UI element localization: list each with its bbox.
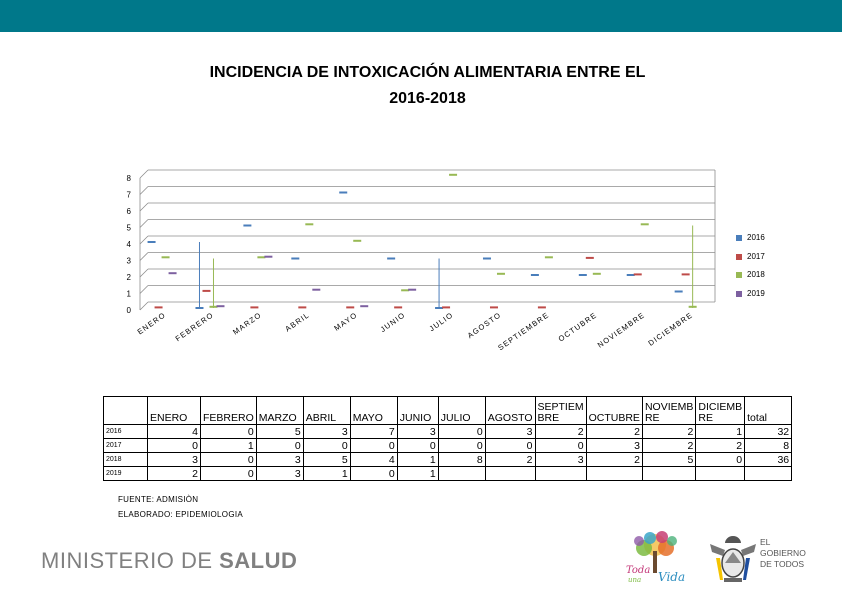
- table-cell: 3: [586, 439, 642, 453]
- x-tick-label: MAYO: [332, 310, 360, 333]
- title-line-2: 2016-2018: [389, 90, 466, 107]
- table-row-label: 2019: [104, 467, 148, 481]
- table-cell: 0: [201, 467, 257, 481]
- series-layer: [148, 175, 697, 308]
- table-cell: 0: [397, 439, 438, 453]
- table-cell: 7: [350, 425, 397, 439]
- table-row: [104, 467, 792, 481]
- table-cell: 0: [201, 453, 257, 467]
- table-cell: 2: [696, 439, 745, 453]
- sources-note: [118, 492, 243, 522]
- table-cell: [438, 467, 485, 481]
- top-banner: [0, 0, 842, 32]
- y-tick-label: 1: [126, 289, 131, 299]
- ecuador-coat-of-arms-icon: [706, 532, 760, 586]
- x-tick-label: NOVIEMBRE: [595, 310, 647, 350]
- table-row: [104, 439, 792, 453]
- table-cell: 36: [745, 453, 792, 467]
- table-cell: 3: [485, 425, 535, 439]
- table-cell: [696, 467, 745, 481]
- table-cell: 3: [148, 453, 201, 467]
- table-cell: 0: [256, 439, 303, 453]
- x-tick-label: OCTUBRE: [556, 310, 599, 344]
- table-row: [104, 453, 792, 467]
- table-cell: [642, 467, 695, 481]
- ministry-logo: [41, 548, 297, 574]
- table-header-cell: SEPTIEM BRE: [535, 397, 586, 425]
- table-cell: 5: [303, 453, 350, 467]
- table-cell: 1: [303, 467, 350, 481]
- table-cell: 0: [535, 439, 586, 453]
- gridline: [140, 220, 148, 228]
- legend-item-2016: [736, 233, 796, 252]
- table-cell: 3: [535, 453, 586, 467]
- table-header-cell: total: [745, 397, 792, 425]
- table-cell: [745, 467, 792, 481]
- table-cell: 1: [201, 439, 257, 453]
- x-axis: [136, 310, 695, 352]
- table-row-label: 2017: [104, 439, 148, 453]
- table-cell: 32: [745, 425, 792, 439]
- table-cell: 8: [438, 453, 485, 467]
- table-cell: 2: [148, 467, 201, 481]
- x-tick-label: ABRIL: [283, 310, 312, 334]
- ministry-text-light: MINISTERIO DE: [41, 548, 220, 573]
- y-tick-label: 2: [126, 273, 131, 282]
- table-header-row: [104, 397, 792, 425]
- legend-label: 2016: [747, 233, 765, 242]
- toda-una-vida-logo: [622, 529, 688, 587]
- gridline: [140, 203, 148, 211]
- gridline: [140, 286, 148, 294]
- table-header-cell: ABRIL: [303, 397, 350, 425]
- table-cell: 0: [696, 453, 745, 467]
- data-table: [103, 396, 792, 481]
- table-row: [104, 425, 792, 439]
- chart-legend: [736, 233, 796, 307]
- table-cell: 5: [256, 425, 303, 439]
- x-tick-label: ENERO: [135, 310, 168, 337]
- series-2017: [155, 258, 690, 308]
- table-header-cell: DICIEMB RE: [696, 397, 745, 425]
- table-cell: [586, 467, 642, 481]
- table-header-cell: JULIO: [438, 397, 485, 425]
- table-cell: 3: [303, 425, 350, 439]
- table-cell: 1: [696, 425, 745, 439]
- table-cell: 5: [642, 453, 695, 467]
- table-row-label: 2016: [104, 425, 148, 439]
- legend-label: 2017: [747, 251, 765, 261]
- y-tick-label: 5: [126, 223, 131, 233]
- gobierno-de-todos-logo: [760, 537, 806, 570]
- series-2018: [162, 175, 697, 307]
- table-header-cell: AGOSTO: [485, 397, 535, 425]
- table-cell: 2: [586, 453, 642, 467]
- table-cell: 1: [397, 453, 438, 467]
- table-cell: 0: [485, 439, 535, 453]
- table-header-cell: MARZO: [256, 397, 303, 425]
- gov-text-line: GOBIERNO: [760, 548, 806, 558]
- ministry-text-bold: SALUD: [219, 548, 298, 573]
- table-header-cell: FEBRERO: [201, 397, 257, 425]
- x-tick-label: MARZO: [231, 310, 264, 337]
- table-corner-cell: [104, 397, 148, 425]
- legend-swatch: [736, 272, 742, 278]
- table-body: [104, 425, 792, 481]
- svg-text:una: una: [628, 576, 642, 584]
- x-tick-label: DICIEMBRE: [646, 310, 695, 348]
- incidence-line-chart: [120, 168, 780, 364]
- legend-item-2018: [736, 270, 796, 289]
- table-header-cell: OCTUBRE: [586, 397, 642, 425]
- table-cell: 0: [201, 425, 257, 439]
- table-cell: 2: [535, 425, 586, 439]
- y-tick-label: 4: [126, 240, 131, 249]
- table-cell: 0: [350, 439, 397, 453]
- legend-item-2019: [736, 289, 796, 308]
- table-cell: [535, 467, 586, 481]
- chart-gridlines: [140, 170, 715, 310]
- gridline: [140, 187, 148, 195]
- table-cell: 8: [745, 439, 792, 453]
- table-cell: 3: [256, 453, 303, 467]
- table-cell: 2: [586, 425, 642, 439]
- source-line: FUENTE: ADMISIÒN: [118, 495, 199, 504]
- y-tick-label: 8: [126, 174, 131, 183]
- legend-swatch: [736, 235, 742, 241]
- table-cell: [485, 467, 535, 481]
- y-tick-label: 3: [126, 256, 131, 266]
- svg-text:Vida: Vida: [658, 570, 686, 584]
- table-cell: 3: [397, 425, 438, 439]
- title-line-1: INCIDENCIA DE INTOXICACIÓN ALIMENTARIA ENTRE EL: [209, 64, 646, 81]
- table-header-cell: ENERO: [148, 397, 201, 425]
- table-cell: 2: [642, 439, 695, 453]
- gridline: [140, 170, 148, 178]
- series-2019: [169, 257, 417, 307]
- table-header-cell: NOVIEMB RE: [642, 397, 695, 425]
- x-tick-label: JUNIO: [378, 310, 408, 334]
- elaborated-line: ELABORADO: EPIDEMIOLOGIA: [118, 510, 244, 519]
- table-cell: 0: [438, 439, 485, 453]
- y-tick-label: 0: [126, 306, 131, 315]
- svg-text:Toda: Toda: [626, 565, 651, 576]
- table-cell: 2: [485, 453, 535, 467]
- legend-label: 2018: [747, 270, 765, 279]
- table-cell: 1: [397, 467, 438, 481]
- table-cell: 0: [148, 439, 201, 453]
- x-tick-label: SEPTIEMBRE: [496, 310, 551, 353]
- table-cell: 0: [438, 425, 485, 439]
- slide-title: [150, 60, 705, 112]
- table-row-label: 2018: [104, 453, 148, 467]
- table-cell: 3: [256, 467, 303, 481]
- table-cell: 4: [350, 453, 397, 467]
- legend-label: 2019: [747, 288, 765, 298]
- table-header-cell: JUNIO: [397, 397, 438, 425]
- y-tick-label: 7: [126, 190, 131, 200]
- x-tick-label: JULIO: [427, 310, 456, 334]
- y-tick-label: 6: [126, 207, 131, 216]
- gridline: [140, 236, 148, 244]
- gov-text-line: DE TODOS: [760, 559, 805, 569]
- table-cell: 2: [642, 425, 695, 439]
- legend-item-2017: [736, 252, 796, 271]
- table-cell: 4: [148, 425, 201, 439]
- legend-swatch: [736, 291, 742, 297]
- table-cell: 0: [350, 467, 397, 481]
- table-cell: 0: [303, 439, 350, 453]
- x-tick-label: FEBRERO: [173, 310, 216, 344]
- gov-text-line: EL: [760, 537, 771, 547]
- y-axis: [127, 174, 132, 315]
- gridline: [140, 302, 148, 310]
- x-tick-label: AGOSTO: [465, 310, 503, 341]
- gridline: [140, 269, 148, 277]
- legend-swatch: [736, 254, 742, 260]
- table-header-cell: MAYO: [350, 397, 397, 425]
- gridline: [140, 253, 148, 261]
